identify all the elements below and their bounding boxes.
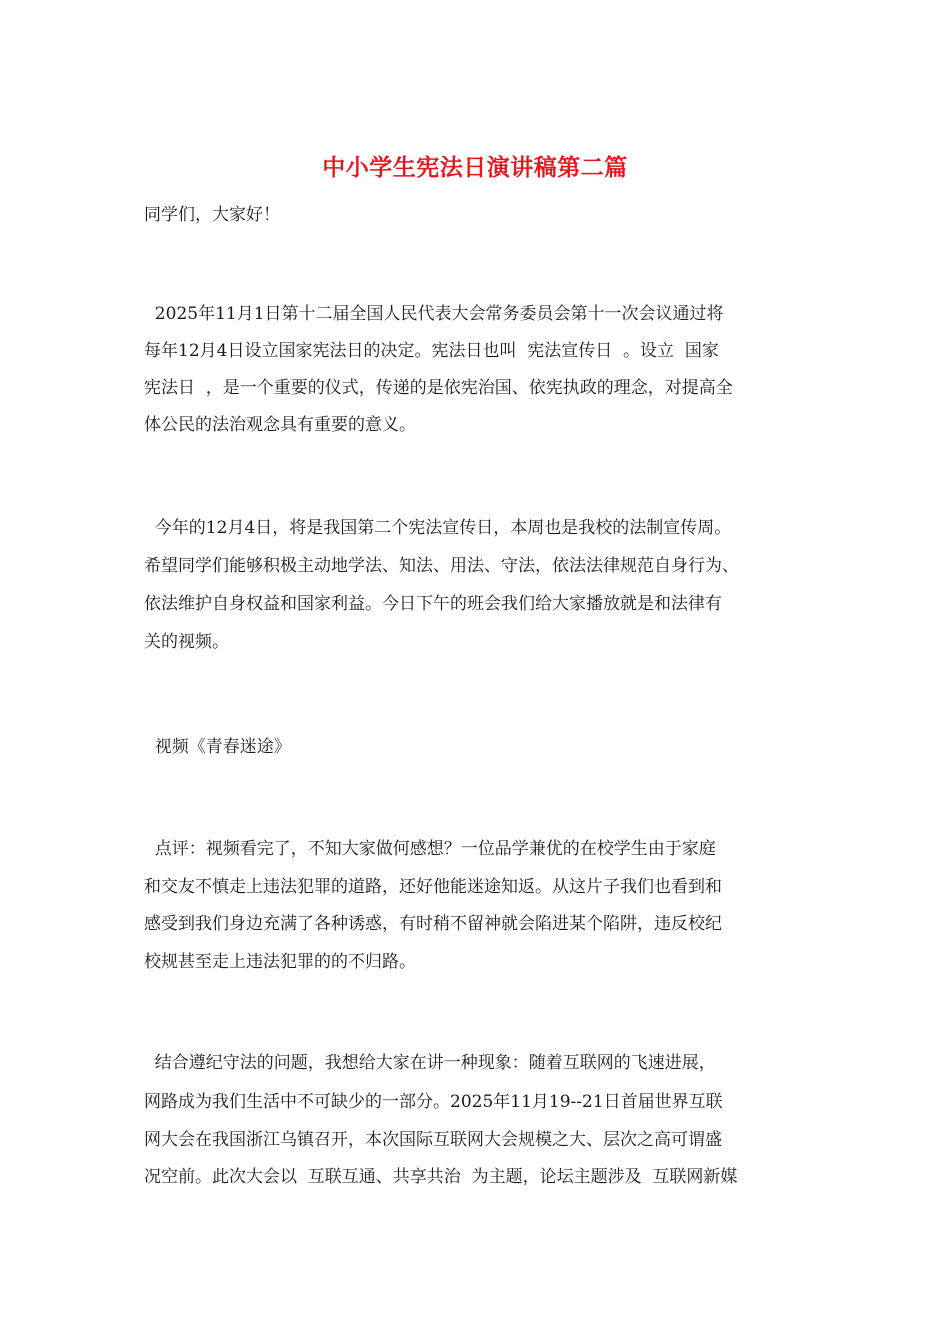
greeting-line: 同学们，大家好！ xyxy=(144,205,280,225)
paragraph-4-line-2: 网路成为我们生活中不可缺少的一部分。2025年11月19--21日首届世界互联 xyxy=(144,1092,723,1112)
paragraph-3-line-1: 点评：视频看完了，不知大家做何感想？一位品学兼优的在校学生由于家庭 xyxy=(144,839,716,859)
paragraph-4-line-4: 况空前。此次大会以 互联互通、共享共治 为主题，论坛主题涉及 互联网新媒 xyxy=(144,1167,738,1187)
paragraph-3-line-3: 感受到我们身边充满了各种诱惑，有时稍不留神就会陷进某个陷阱，违反校纪 xyxy=(144,914,722,934)
document-title: 中小学生宪法日演讲稿第二篇 xyxy=(322,154,628,181)
paragraph-2-line-3: 依法维护自身权益和国家利益。今日下午的班会我们给大家播放就是和法律有 xyxy=(144,594,722,614)
paragraph-4-line-3: 网大会在我国浙江乌镇召开，本次国际互联网大会规模之大、层次之高可谓盛 xyxy=(144,1130,722,1150)
paragraph-1-line-3: 宪法日 ，是一个重要的仪式，传递的是依宪治国、依宪执政的理念，对提高全 xyxy=(144,378,733,398)
paragraph-2-line-4: 关的视频。 xyxy=(144,632,229,652)
paragraph-3-line-4: 校规甚至走上违法犯罪的的不归路。 xyxy=(144,952,416,972)
paragraph-2-line-1: 今年的12月4日，将是我国第二个宪法宣传日，本周也是我校的法制宣传周。 xyxy=(144,518,732,538)
paragraph-1-line-4: 体公民的法治观念具有重要的意义。 xyxy=(144,415,416,435)
paragraph-3-line-2: 和交友不慎走上违法犯罪的道路，还好他能迷途知返。从这片子我们也看到和 xyxy=(144,877,722,897)
paragraph-1-line-2: 每年12月4日设立国家宪法日的决定。宪法日也叫 宪法宣传日 。设立 国家 xyxy=(144,341,719,361)
paragraph-1-line-1: 2025年11月1日第十二届全国人民代表大会常务委员会第十一次会议通过将 xyxy=(144,304,724,324)
paragraph-4-line-1: 结合遵纪守法的问题，我想给大家在讲一种现象：随着互联网的飞速进展， xyxy=(144,1053,716,1073)
video-line: 视频《青春迷途》 xyxy=(144,737,291,757)
paragraph-2-line-2: 希望同学们能够积极主动地学法、知法、用法、守法，依法法律规范自身行为、 xyxy=(144,556,739,576)
